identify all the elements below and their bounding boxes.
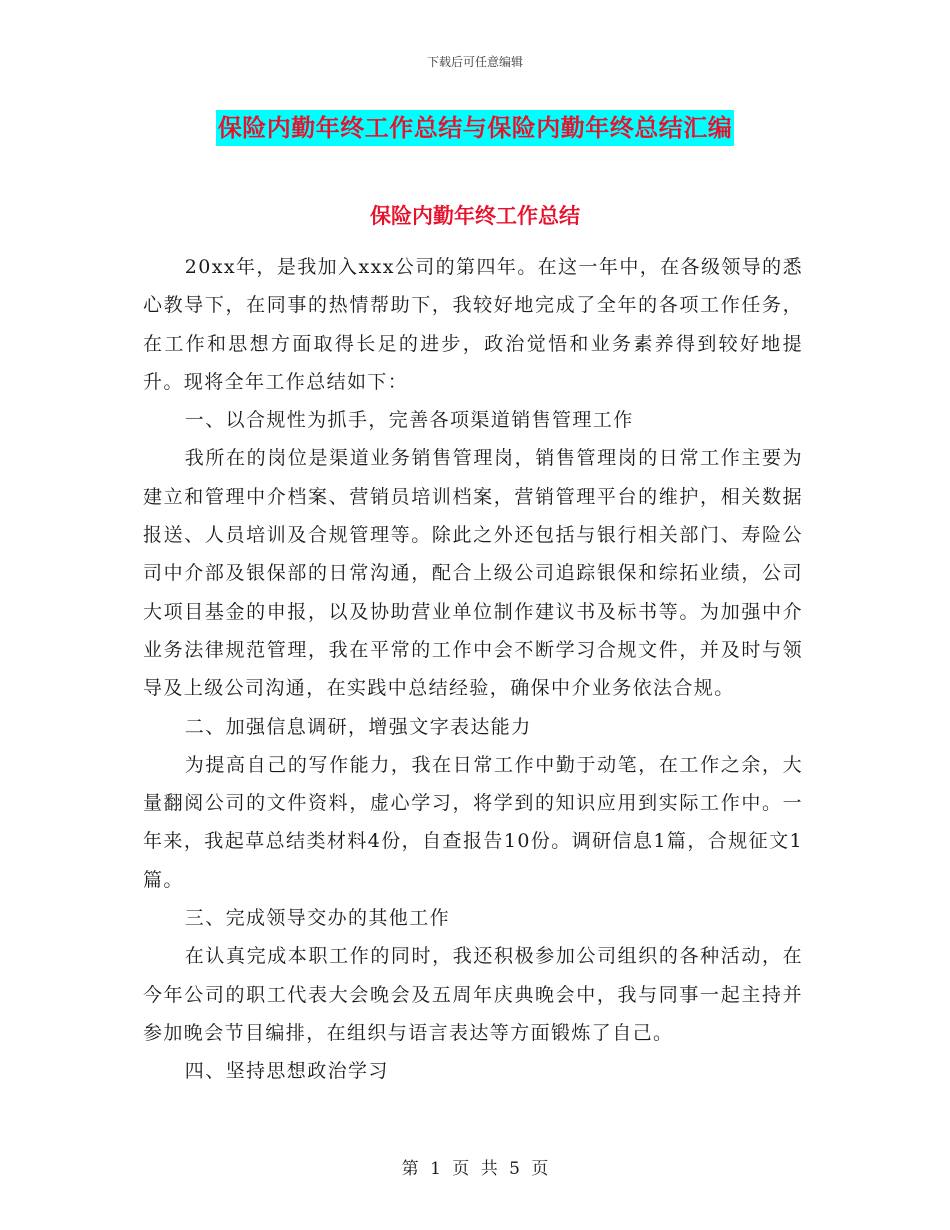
body-paragraph-1: 我所在的岗位是渠道业务销售管理岗，销售管理岗的日常工作主要为建立和管理中介档案、营销员培训档案，营销管理平台的维护，相关数据报送、人员培训及合规管理等。除此之外还包括与银行相关部门、寿险公司中介部及银保部的日常沟通，配合上级公司追踪银保和综拓业绩，公司大项目基金的申报，以及协助营业单位制作建议书及标书等。为加强中介业务法律规范管理，我在平常的工作中会不断学习合规文件，并及时与领导及上级公司沟通，在实践中总结经验，确保中介业务依法合规。 xyxy=(143,447,803,700)
section-heading-4: 四、坚持思想政治学习 xyxy=(184,1060,389,1083)
section-title: 保险内勤年终工作总结 xyxy=(370,204,580,228)
page-number-footer: 第 1 页 共 5 页 xyxy=(401,1159,549,1179)
section-heading-1: 一、以合规性为抓手，完善各项渠道销售管理工作 xyxy=(184,409,634,432)
header-note: 下载后可任意编辑 xyxy=(426,55,523,69)
document-main-title: 保险内勤年终工作总结与保险内勤年终总结汇编 xyxy=(216,110,735,146)
main-title-container xyxy=(0,110,950,146)
body-paragraph-2: 为提高自己的写作能力，我在日常工作中勤于动笔，在工作之余，大量翻阅公司的文件资料，虚心学习，将学到的知识应用到实际工作中。一年来，我起草总结类材料4份，自查报告10份。调研信息1篇，合规征文1篇。 xyxy=(143,753,803,891)
document-body xyxy=(143,248,803,1091)
section-heading-3: 三、完成领导交办的其他工作 xyxy=(184,907,450,930)
body-paragraph-3: 在认真完成本职工作的同时，我还积极参加公司组织的各种活动，在今年公司的职工代表大会晚会及五周年庆典晚会中，我与同事一起主持并参加晚会节目编排，在组织与语言表达等方面锻炼了自己。 xyxy=(143,945,803,1044)
section-heading-2: 二、加强信息调研，增强文字表达能力 xyxy=(184,715,532,738)
intro-paragraph: 20xx年，是我加入xxx公司的第四年。在这一年中，在各级领导的悉心教导下，在同事的热情帮助下，我较好地完成了全年的各项工作任务，在工作和思想方面取得长足的进步，政治觉悟和业务素养得到较好地提升。现将全年工作总结如下： xyxy=(143,256,803,393)
